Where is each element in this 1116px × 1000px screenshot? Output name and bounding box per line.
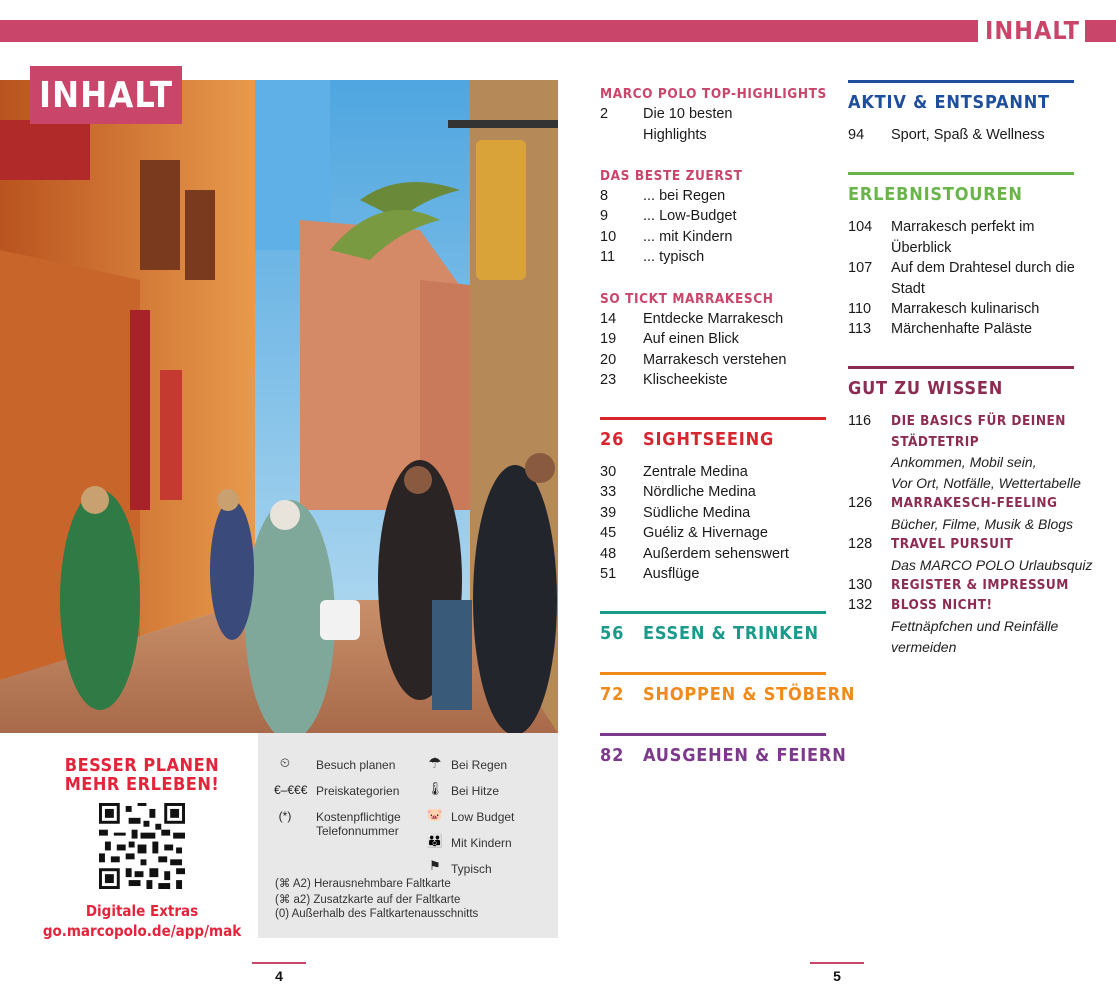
toc-page-number[interactable]: 9 — [600, 208, 609, 224]
promo-title-line1: BESSER PLANEN — [64, 755, 220, 776]
family-icon: 👪 — [426, 833, 444, 848]
toc-entry[interactable]: Marrakesch kulinarisch — [891, 301, 1040, 317]
legend-label-line: Kostenpflichtige — [316, 810, 401, 824]
toc-heading-so-tickt: SO TICKT MARRAKESCH — [600, 291, 774, 307]
toc-entry-subtitle: Das MARCO POLO Urlaubsquiz — [891, 557, 1093, 573]
toc-entry-line: Marrakesch perfekt im — [891, 219, 1035, 235]
toc-entry[interactable]: Südliche Medina — [643, 505, 751, 521]
rule-gut-zu-wissen — [848, 366, 1074, 369]
toc-entry[interactable]: Marrakesch verstehen — [643, 352, 787, 368]
legend-label: Bei Hitze — [451, 784, 500, 798]
toc-page-number[interactable]: 113 — [848, 321, 872, 337]
running-head: INHALT — [985, 16, 1080, 45]
toc-entry-title[interactable] — [891, 411, 1066, 452]
toc-entry-subtitle: Bücher, Filme, Musik & Blogs — [891, 516, 1074, 532]
toc-page-number[interactable]: 51 — [600, 566, 617, 582]
toc-entry[interactable]: Außerdem sehenswert — [643, 546, 789, 562]
toc-heading-essen[interactable]: ESSEN & TRINKEN — [643, 623, 819, 644]
promo-extras-label: Digitale Extras — [85, 902, 199, 920]
toc-entry-title[interactable]: BLOSS NICHT! — [891, 597, 993, 613]
legend-label: Besuch planen — [316, 758, 396, 772]
legend-label — [316, 810, 401, 838]
flag-icon: ⚑ — [429, 858, 441, 873]
toc-entry[interactable]: ... mit Kindern — [643, 229, 733, 245]
toc-entry-line: Auf dem Drahtesel durch die — [891, 260, 1075, 276]
clock-icon: ⏲ — [279, 755, 291, 770]
toc-entry-line: Highlights — [643, 126, 707, 143]
header-band-end — [1085, 20, 1116, 42]
promo-title — [40, 756, 244, 794]
toc-page-number[interactable]: 107 — [848, 260, 873, 276]
toc-page-number[interactable]: 48 — [600, 546, 617, 562]
toc-entry[interactable]: Märchenhafte Paläste — [891, 321, 1033, 337]
toc-num-ausgehen[interactable]: 82 — [600, 745, 625, 766]
page-rule-left — [252, 962, 306, 964]
toc-heading-erlebnistouren[interactable]: ERLEBNISTOUREN — [848, 184, 1023, 205]
toc-page-number[interactable]: 10 — [600, 229, 617, 245]
toc-entry[interactable]: Klischeekiste — [643, 372, 728, 388]
toc-entry[interactable]: ... typisch — [643, 249, 705, 265]
legend-label: Bei Regen — [451, 758, 508, 772]
toc-heading-top-highlights: MARCO POLO TOP-HIGHLIGHTS — [600, 86, 827, 102]
toc-page-number[interactable]: 8 — [600, 188, 609, 204]
toc-page-number[interactable]: 23 — [600, 372, 617, 388]
toc-entry-line: Überblick — [891, 239, 952, 256]
toc-entry-title[interactable]: REGISTER & IMPRESSUM — [891, 577, 1069, 593]
toc-entry[interactable] — [891, 217, 1034, 258]
toc-entry[interactable]: Zentrale Medina — [643, 464, 748, 480]
toc-page-number[interactable]: 45 — [600, 525, 617, 541]
toc-heading-sightseeing[interactable]: SIGHTSEEING — [643, 429, 775, 450]
toc-page-number[interactable]: 30 — [600, 464, 617, 480]
asterisk-icon: (*) — [278, 809, 292, 823]
piggy-bank-icon: 🐷 — [426, 807, 444, 822]
toc-page-number[interactable]: 116 — [848, 413, 872, 429]
rule-erlebnistouren — [848, 172, 1074, 175]
rule-aktiv — [848, 80, 1074, 83]
street-scene-photo — [0, 80, 558, 733]
toc-page-number[interactable]: 126 — [848, 495, 873, 511]
toc-num-essen[interactable]: 56 — [600, 623, 625, 644]
toc-heading-shoppen[interactable]: SHOPPEN & STÖBERN — [643, 684, 856, 705]
toc-entry[interactable]: Sport, Spaß & Wellness — [891, 127, 1045, 143]
toc-page-number[interactable]: 11 — [600, 249, 616, 265]
legend-box — [258, 733, 558, 938]
toc-entry-line: Fettnäpfchen und Reinfälle — [891, 618, 1059, 634]
rule-essen — [600, 611, 826, 614]
toc-entry-subtitle — [891, 452, 1081, 493]
toc-entry[interactable]: Ausflüge — [643, 566, 700, 582]
umbrella-icon: ☂ — [428, 755, 442, 772]
toc-entry-title[interactable]: TRAVEL PURSUIT — [891, 536, 1014, 552]
toc-num-sightseeing[interactable]: 26 — [600, 429, 625, 450]
toc-page-number[interactable]: 33 — [600, 484, 617, 500]
toc-heading-das-beste: DAS BESTE ZUERST — [600, 168, 743, 184]
rule-ausgehen — [600, 733, 826, 736]
toc-page-number[interactable]: 14 — [600, 311, 617, 327]
toc-page-number[interactable]: 94 — [848, 127, 865, 143]
legend-label: Preiskategorien — [316, 784, 400, 798]
page-rule-right — [810, 962, 864, 964]
toc-page-number[interactable]: 110 — [848, 301, 872, 317]
legend-label: Typisch — [451, 862, 492, 876]
legend-footnote: (⌘ a2) Zusatzkarte auf der Faltkarte — [275, 894, 461, 906]
promo-url-link[interactable]: go.marcopolo.de/app/mak — [42, 922, 242, 940]
toc-heading-ausgehen[interactable]: AUSGEHEN & FEIERN — [643, 745, 847, 766]
toc-entry[interactable]: Entdecke Marrakesch — [643, 311, 784, 327]
legend-label: Mit Kindern — [451, 836, 512, 850]
promo-title-line2: MEHR ERLEBEN! — [64, 774, 220, 795]
toc-page-number[interactable]: 20 — [600, 352, 617, 368]
header-band — [0, 20, 978, 42]
legend-footnote: (⌘ A2) Herausnehmbare Faltkarte — [275, 878, 451, 890]
toc-entry-line: Die 10 besten — [643, 106, 733, 122]
rule-sightseeing — [600, 417, 826, 420]
toc-page-number[interactable]: 39 — [600, 505, 617, 521]
toc-entry-subtitle — [891, 616, 1058, 657]
toc-heading-aktiv[interactable]: AKTIV & ENTSPANNT — [848, 92, 1050, 113]
toc-page-number[interactable]: 2 — [600, 106, 609, 122]
toc-heading-gut-zu-wissen[interactable]: GUT ZU WISSEN — [848, 378, 1004, 399]
toc-num-shoppen[interactable]: 72 — [600, 684, 625, 705]
page-number-left: 4 — [275, 968, 283, 984]
toc-page-number[interactable]: 19 — [600, 331, 617, 347]
toc-entry[interactable] — [891, 258, 1075, 299]
toc-entry-line: Ankommen, Mobil sein, — [891, 454, 1037, 470]
toc-entry[interactable] — [643, 104, 732, 145]
toc-entry-line: vermeiden — [891, 638, 957, 655]
qr-code-icon[interactable] — [99, 803, 185, 889]
toc-page-number[interactable]: 128 — [848, 536, 873, 552]
toc-page-number[interactable]: 130 — [848, 577, 873, 593]
page-number-right: 5 — [833, 968, 841, 984]
toc-entry-line: Vor Ort, Notfälle, Wettertabelle — [891, 474, 1081, 491]
toc-entry[interactable]: Auf einen Blick — [643, 331, 739, 347]
toc-entry-title[interactable]: MARRAKESCH-FEELING — [891, 495, 1058, 511]
rule-shoppen — [600, 672, 826, 675]
photo-label: INHALT — [30, 66, 182, 124]
toc-page-number[interactable]: 132 — [848, 597, 873, 613]
toc-entry-line: STÄDTETRIP — [891, 433, 980, 450]
legend-label: Low Budget — [451, 810, 515, 824]
street-scene-icon — [0, 80, 558, 733]
toc-entry[interactable]: ... Low-Budget — [643, 208, 737, 224]
thermometer-icon: 🌡 — [426, 781, 444, 796]
toc-entry-line: DIE BASICS FÜR DEINEN — [891, 413, 1066, 429]
toc-entry-line: Stadt — [891, 280, 925, 297]
toc-page-number[interactable]: 104 — [848, 219, 873, 235]
legend-label-line: Telefonnummer — [316, 824, 399, 838]
toc-entry[interactable]: ... bei Regen — [643, 188, 726, 204]
toc-entry[interactable]: Guéliz & Hivernage — [643, 525, 768, 541]
toc-entry[interactable]: Nördliche Medina — [643, 484, 756, 500]
legend-footnote: (0) Außerhalb des Faltkartenausschnitts — [275, 908, 479, 920]
euro-icon: €–€€€ — [274, 783, 308, 797]
